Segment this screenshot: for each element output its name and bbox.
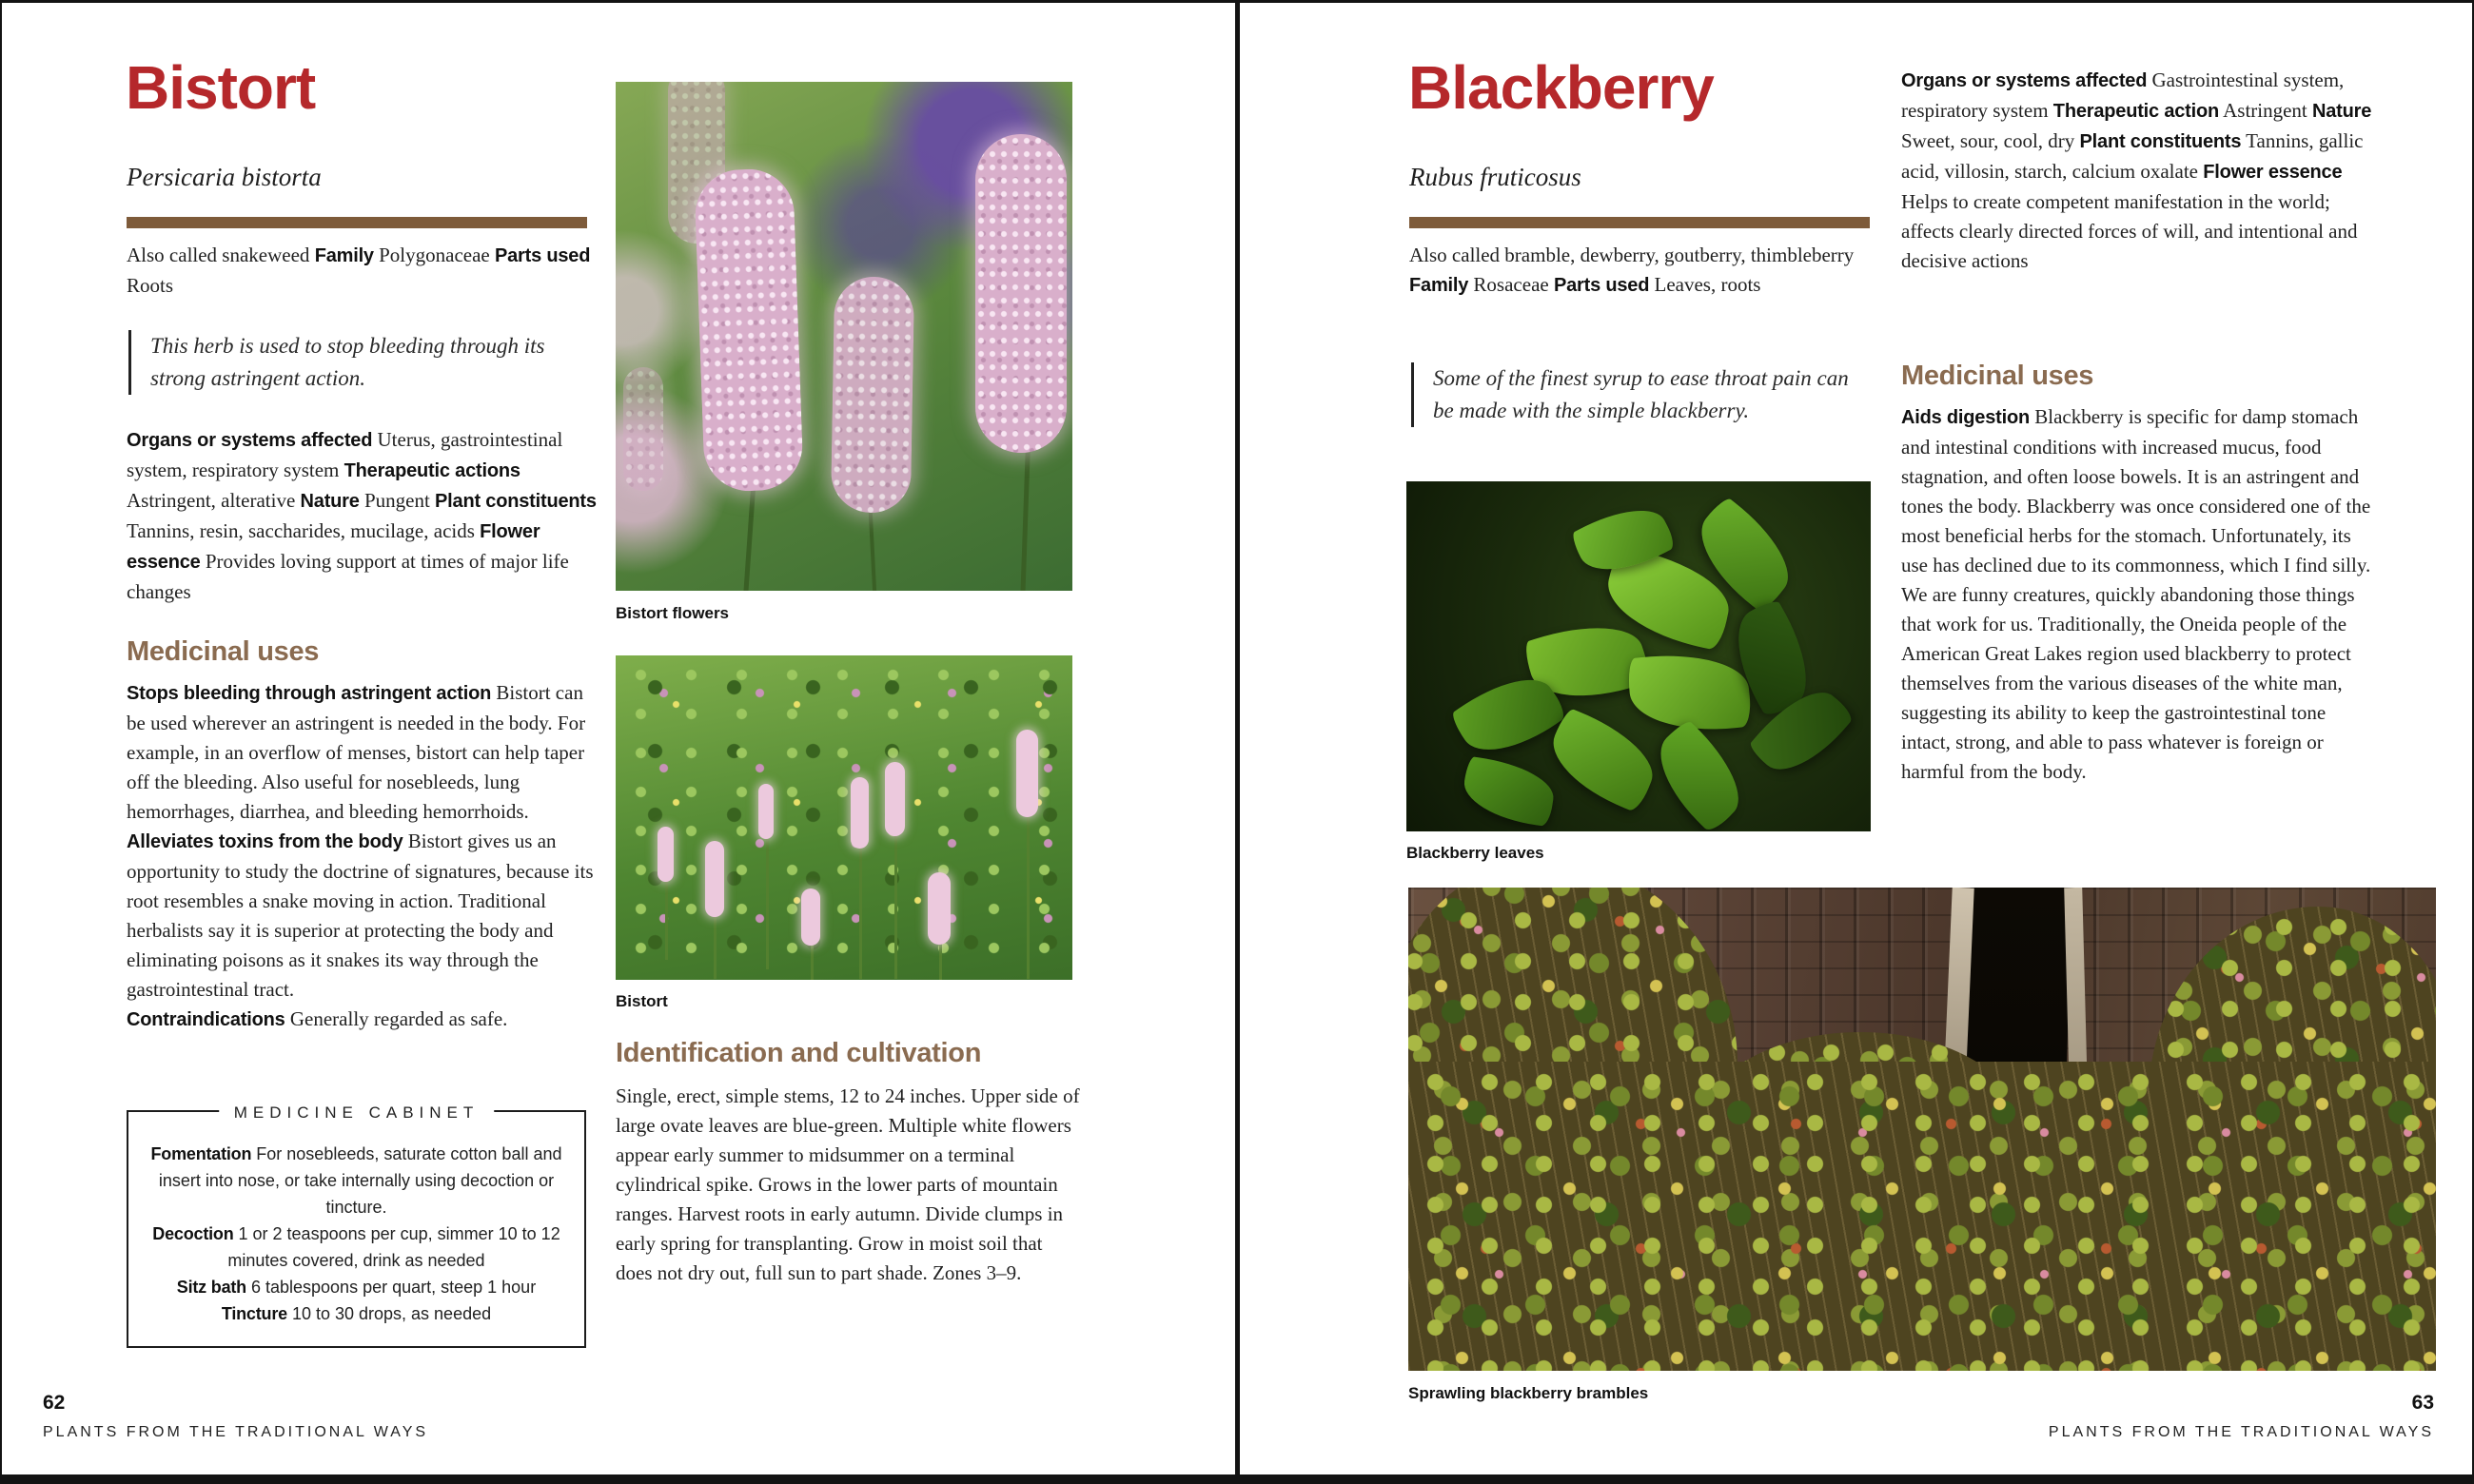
- bramble-foliage-shape: [1408, 1062, 2436, 1371]
- leaf-shape: [1540, 707, 1665, 813]
- meadow-spike-shape: [705, 841, 724, 917]
- blackberry-brambles-photo: [1408, 888, 2436, 1371]
- stem-shape: [1027, 812, 1030, 979]
- stem-shape: [1020, 443, 1031, 591]
- meadow-spike-shape: [801, 888, 820, 946]
- attributes-paragraph: Organs or systems affected Gastrointestinal system, respiratory system Therapeutic action Astringent Nature Sweet, sour, cool, dry Plant constituents Tannins, gallic acid, villosin, starch, calcium oxalate Flower essence Helps to create competent manifestation in the world; affects clearly directed forces of will, and intentional and decisive actions: [1901, 68, 2372, 272]
- page-number-right: 63: [2411, 1392, 2434, 1414]
- heading-medicinal-uses: Medicinal uses: [127, 636, 320, 667]
- also-called-paragraph: Also called snakeweed Family Polygonaceae Parts used Roots: [127, 244, 591, 297]
- bistort-spike-shape: [623, 367, 663, 491]
- running-footer-left: PLANTS FROM THE TRADITIONAL WAYS: [43, 1424, 429, 1440]
- bistort-meadow-photo: [616, 655, 1072, 980]
- pull-quote: Some of the finest syrup to ease throat pain can be made with the simple blackberry.: [1411, 362, 1856, 427]
- meadow-spike-shape: [885, 762, 905, 836]
- cabinet-entry: [146, 1300, 567, 1327]
- stem-shape: [665, 874, 668, 960]
- medicinal-paragraph: Stops bleeding through astringent action Bistort can be used wherever an astringent is needed in the body. For example, in an overflow of menses, bistort can help taper off the bleeding. Also useful for nosebleeds, lung hemorrhages, diarrhea, and bleeding hemorrhoids.: [127, 681, 586, 823]
- also-called-paragraph: Also called bramble, dewberry, goutberry, thimbleberry Family Rosaceae Parts used Leaves, roots: [1409, 244, 1855, 296]
- cabinet-entry-label: Tincture: [221, 1304, 287, 1323]
- caption-bistort-flowers: Bistort flowers: [616, 604, 730, 622]
- blackberry-leaves-photo: [1406, 481, 1871, 831]
- caption-bistort: Bistort: [616, 992, 668, 1010]
- medicinal-paragraph: Contraindications Generally regarded as safe.: [127, 1007, 508, 1030]
- bistort-spike-shape: [694, 167, 804, 492]
- cabinet-entry-text: For nosebleeds, saturate cotton ball and insert into nose, or take internally using decoction or tincture.: [158, 1144, 562, 1217]
- leaf-shape: [1640, 717, 1757, 831]
- medicine-cabinet-title: MEDICINE CABINET: [219, 1100, 495, 1126]
- cabinet-entry-label: Decoction: [152, 1224, 234, 1243]
- meadow-spike-shape: [851, 777, 869, 849]
- stem-shape: [868, 500, 877, 591]
- meadow-spike-shape: [758, 784, 774, 839]
- cabinet-entry-label: Sitz bath: [176, 1278, 246, 1297]
- cabinet-entry-label: Fomentation: [150, 1144, 252, 1163]
- page-gutter-divider: [1235, 3, 1240, 1474]
- cabinet-entry: [146, 1141, 567, 1220]
- meadow-spike-shape: [1016, 730, 1038, 817]
- bistort-spike-shape: [975, 134, 1067, 453]
- cabinet-entry-text: 6 tablespoons per quart, steep 1 hour: [250, 1278, 537, 1297]
- meadow-spike-shape: [928, 872, 951, 945]
- pull-quote: This herb is used to stop bleeding through its strong astringent action.: [128, 330, 557, 395]
- meadow-spike-shape: [658, 827, 674, 882]
- bistort-spike-shape: [831, 276, 914, 513]
- medicinal-uses-body: Aids digestion Blackberry is specific for damp stomach and intestinal conditions with increased mucus, food stagnation, and often loose bowels. It is an astringent and tones the body. Blackberry was once considered one of the most beneficial herbs for the stomach. Unfortunately, its use has declined due to its commonness, which I find silly. We are funny creatures, quickly abandoning those things that work for us. Traditionally, the Oneida people of the American Great Lakes region used blackberry to protect themselves from the various diseases of the white man, suggesting its ability to keep the gastrointestinal tone intact, strong, and able to pass whatever is foreign or harmful from the body.: [1901, 405, 2371, 783]
- attributes-paragraph: Organs or systems affected Uterus, gastrointestinal system, respiratory system Therapeutic actions Astringent, alterative Nature Pungent Plant constituents Tannins, resin, saccharides, mucilage, acids Flower essence Provides loving support at times of major life changes: [127, 428, 597, 603]
- stem-shape: [939, 941, 942, 980]
- stem-shape: [766, 836, 769, 969]
- running-footer-right: PLANTS FROM THE TRADITIONAL WAYS: [2048, 1424, 2434, 1440]
- caption-blackberry-leaves: Blackberry leaves: [1406, 844, 1544, 862]
- heading-identification: Identification and cultivation: [616, 1038, 982, 1068]
- cabinet-entry: [146, 1220, 567, 1274]
- page-number-left: 62: [43, 1392, 66, 1414]
- heading-medicinal-uses: Medicinal uses: [1901, 361, 2094, 391]
- stem-shape: [859, 846, 862, 979]
- cabinet-entry-text: 1 or 2 teaspoons per cup, simmer 10 to 12 minutes covered, drink as needed: [227, 1224, 560, 1270]
- section-rule: [127, 217, 587, 228]
- page-title-blackberry: Blackberry: [1408, 53, 1714, 122]
- medicine-cabinet-box: [127, 1103, 586, 1348]
- page-title-bistort: Bistort: [126, 53, 316, 122]
- stem-shape: [742, 481, 756, 591]
- latin-name-blackberry: Rubus fruticosus: [1409, 163, 1581, 191]
- stem-shape: [714, 912, 717, 979]
- stem-shape: [894, 831, 897, 979]
- cabinet-entry-text: 10 to 30 drops, as needed: [291, 1304, 492, 1323]
- section-rule: [1409, 217, 1870, 228]
- medicinal-uses-body: [127, 678, 600, 1035]
- caption-brambles: Sprawling blackberry brambles: [1408, 1384, 1649, 1402]
- leaf-shape: [1460, 756, 1558, 828]
- latin-name-bistort: Persicaria bistorta: [127, 163, 322, 191]
- medicinal-paragraph: Alleviates toxins from the body Bistort gives us an opportunity to study the doctrine of signatures, because its root resembles a snake moving in action. Traditional herbalists say it is superior at protecting the body and eliminating poisons as it snakes its way through the gastrointestinal tract.: [127, 830, 594, 1001]
- bistort-flowers-photo: [616, 82, 1072, 591]
- cabinet-entry: [146, 1274, 567, 1300]
- identification-body: Single, erect, simple stems, 12 to 24 inches. Upper side of large ovate leaves are blue-green. Multiple white flowers appear early summer to midsummer on a terminal cylindrical spike. Grows in the lower parts of mountain ranges. Harvest roots in early autumn. Divide clumps in early spring for transplanting. Grow in moist soil that does not dry out, full sun to part shade. Zones 3–9.: [616, 1084, 1080, 1284]
- stem-shape: [811, 941, 814, 980]
